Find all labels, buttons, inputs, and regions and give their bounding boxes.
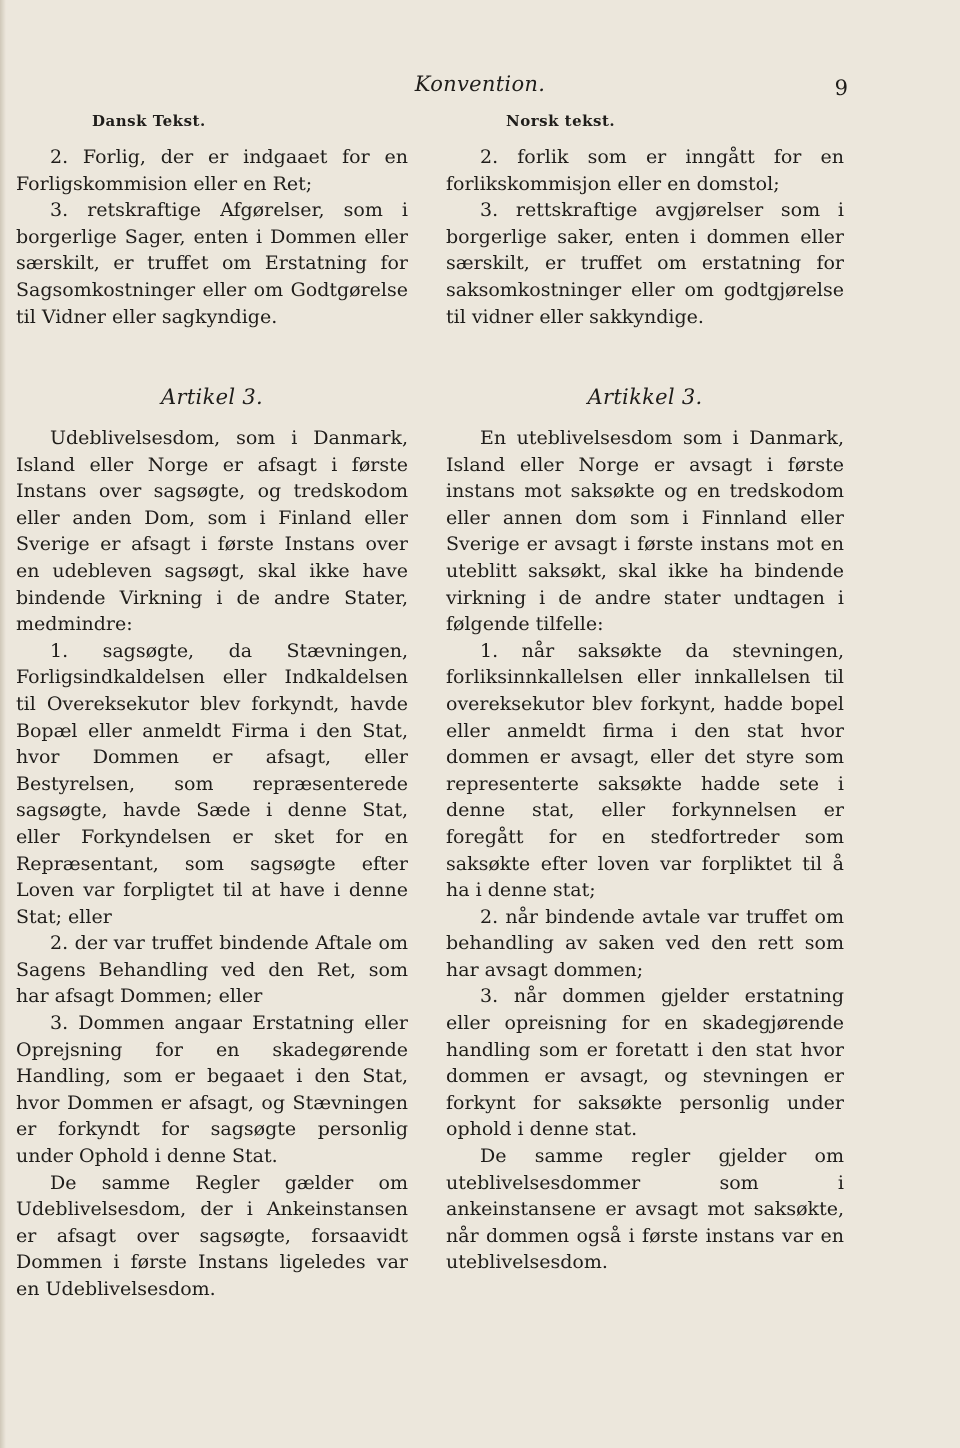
page-header (0, 72, 960, 108)
danish-article-item-2: 2. der var truffet bindende Aftale om Sagens Behandling ved den Ret, som har afsagt Dommen; eller (16, 932, 408, 1008)
norwegian-article-item-3: 3. når dommen gjelder erstatning eller opreisning for en skadegjørende handling som er foretatt i den stat hvor dommen er avsagt, og stevningen er forkynt for saksøkte personlig under ophold i denne stat. (446, 985, 844, 1141)
norwegian-article-title: Artikkel 3. (587, 385, 703, 409)
norwegian-item-2: 2. forlik som er inngått for en forlikskommisjon eller en domstol; (446, 146, 844, 195)
page-edge-shadow (0, 0, 6, 1448)
norwegian-column-top (446, 112, 844, 330)
norwegian-column-heading: Norsk tekst. (506, 112, 616, 130)
danish-column-heading: Dansk Tekst. (92, 112, 206, 130)
norwegian-article-3 (446, 385, 844, 1276)
norwegian-article-closing: De samme regler gjelder om uteblivelsesdommer som i ankeinstansene er avsagt mot saksøkte, når dommen også i første instans var en uteblivelsesdom. (446, 1145, 844, 1274)
page-number: 9 (834, 76, 848, 100)
danish-item-3: 3. retskraftige Afgørelser, som i borgerlige Sager, enten i Dommen eller særskilt, er truffet om Erstatning for Sagsomkostninger eller om Godtgørelse til Vidner eller sagkyndige. (16, 199, 408, 328)
danish-article-intro: Udeblivelsesdom, som i Danmark, Island eller Norge er afsagt i første Instans over sagsøgte, og tredskodom eller anden Dom, som i Finland eller Sverige er afsagt i første Instans over en udebleven sagsøgt, skal ikke have bindende Virkning i de andre Stater, medmindre: (16, 427, 408, 636)
norwegian-article-intro: En uteblivelsesdom som i Danmark, Island eller Norge er avsagt i første instans mot saksøkte og en tredskodom eller annen dom som i Finnland eller Sverige er avsagt i første instans mot en uteblitt saksøkt, skal ikke ha bindende virkning i de andre stater undtagen i følgende tilfelle: (446, 427, 844, 636)
danish-item-2: 2. Forlig, der er indgaaet for en Forligskommision eller en Ret; (16, 146, 408, 195)
danish-article-item-3: 3. Dommen angaar Erstatning eller Oprejsning for en skadegørende Handling, som er begaaet i den Stat, hvor Dommen er afsagt, og Stævningen er forkyndt for sagsøgte personlig under Ophold i denne Stat. (16, 1012, 408, 1168)
norwegian-article-item-2: 2. når bindende avtale var truffet om behandling av saken ved den rett som har avsagt dommen; (446, 905, 844, 981)
norwegian-item-3: 3. rettskraftige avgjørelser som i borgerlige saker, enten i dommen eller særskilt, er truffet om erstatning for saksomkostninger eller om godtgjørelse til vidner eller sakkyndige. (446, 199, 844, 328)
norwegian-article-item-1: 1. når saksøkte da stevningen, forliksinnkallelsen eller innkallelsen til overeksekutor blev forkynt, hadde bopel eller anmeldt firma i den stat hvor dommen er avsagt, eller det styre som representerte saksøkte hadde sete i denne stat, eller forkynnelsen er foregått for en stedfortreder som saksøkte efter loven var forpliktet til å ha i denne stat; (446, 639, 844, 902)
danish-article-title: Artikel 3. (161, 385, 263, 409)
danish-article-3 (16, 385, 408, 1303)
running-title: Konvention. (414, 72, 546, 96)
danish-article-closing: De samme Regler gælder om Udeblivelsesdom, der i Ankeinstansen er afsagt over sagsøgte, forsaavidt Dommen i første Instans ligeledes var en Udeblivelsesdom. (16, 1171, 408, 1300)
danish-article-item-1: 1. sagsøgte, da Stævningen, Forligsindkaldelsen eller Indkaldelsen til Overeksekutor blev forkyndt, havde Bopæl eller anmeldt Firma i den Stat, hvor Dommen er afsagt, eller Bestyrelsen, som repræsenterede sagsøgte, havde Sæde i denne Stat, eller Forkyndelsen er sket for en Repræsentant, som sagsøgte efter Loven var forpligtet til at have i denne Stat; eller (16, 639, 408, 928)
danish-column-top (16, 112, 408, 330)
